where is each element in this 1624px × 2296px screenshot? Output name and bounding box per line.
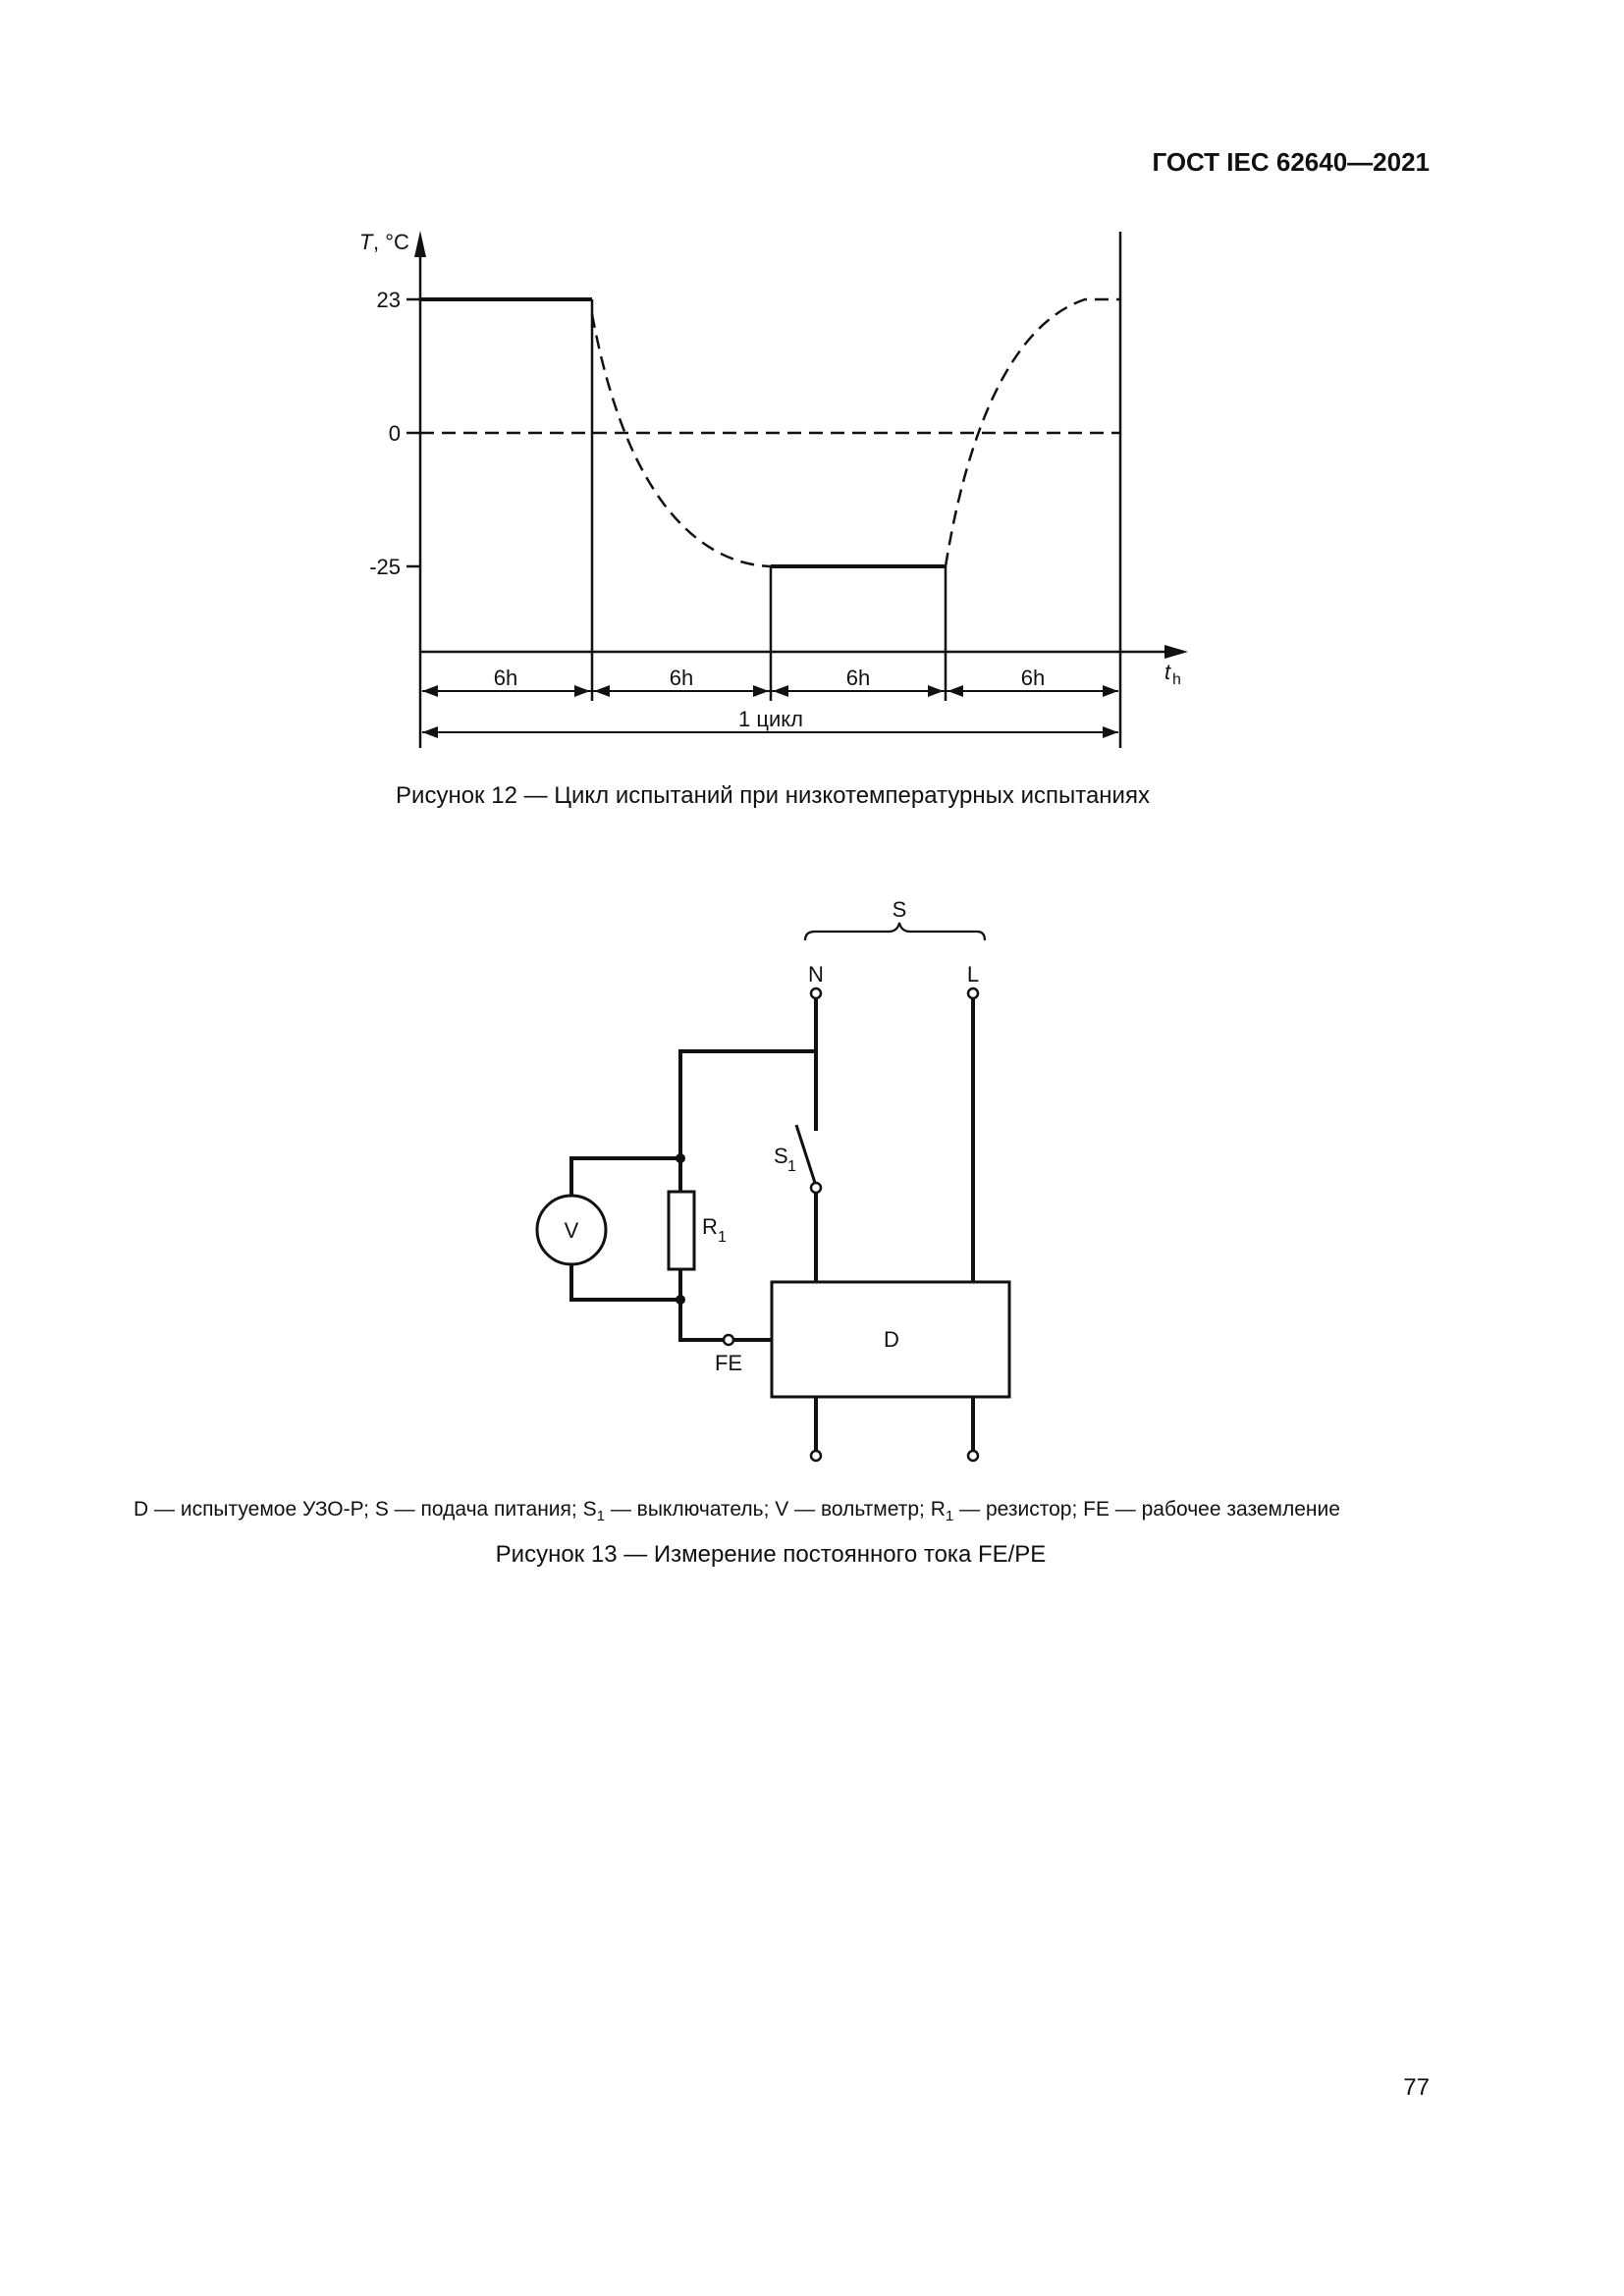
device-label: D [884,1327,899,1352]
supply-label: S [892,897,907,922]
interval-label: 6h [1020,666,1046,690]
switch-label: S [774,1144,788,1168]
standard-header: ГОСТ IEC 62640—2021 [1152,147,1430,177]
switch-contact [811,1183,821,1193]
terminal-n-label: N [808,962,824,987]
output-terminal-l [968,1451,978,1461]
y-axis-label: T [359,230,373,254]
output-terminal-n [811,1451,821,1461]
y-axis-unit: , °C [373,230,409,254]
resistor-label-sub: 1 [718,1229,727,1246]
junction-dot [676,1295,685,1305]
fe-terminal [724,1335,733,1345]
figure-12-caption: Рисунок 12 — Цикл испытаний при низкотемпературных испытаниях [396,782,1150,809]
terminal-l-label: L [966,962,980,987]
figure-13-caption: Рисунок 13 — Измерение постоянного тока FE/PE [495,1541,1047,1568]
y-tick-0: 0 [388,421,401,446]
interval-label: 6h [493,666,518,690]
resistor-label: R [702,1214,718,1239]
page-number: 77 [1403,2074,1430,2101]
x-axis-label: t [1164,660,1171,684]
terminal-n [811,988,821,998]
supply-brace [805,923,985,940]
interval-label: 6h [669,666,694,690]
voltmeter-label: V [564,1218,579,1243]
x-axis-label-sub: h [1172,671,1181,688]
switch-s1-blade [796,1125,816,1186]
switch-label-sub: 1 [787,1158,796,1175]
y-tick-minus25: -25 [369,555,401,579]
junction-dot [676,1153,685,1163]
interval-label: 6h [845,666,871,690]
terminal-l [968,988,978,998]
fe-label: FE [714,1351,743,1375]
figure-13-legend: D — испытуемое УЗО-Р; S — подача питания; $S_1$ — выключатель; V — вольтметр; $R_1$ — резистор; FE — рабочее заземление [134,1498,1340,1525]
cycle-label: 1 цикл [738,707,803,731]
resistor-r1 [669,1192,694,1269]
y-tick-23: 23 [376,288,401,312]
